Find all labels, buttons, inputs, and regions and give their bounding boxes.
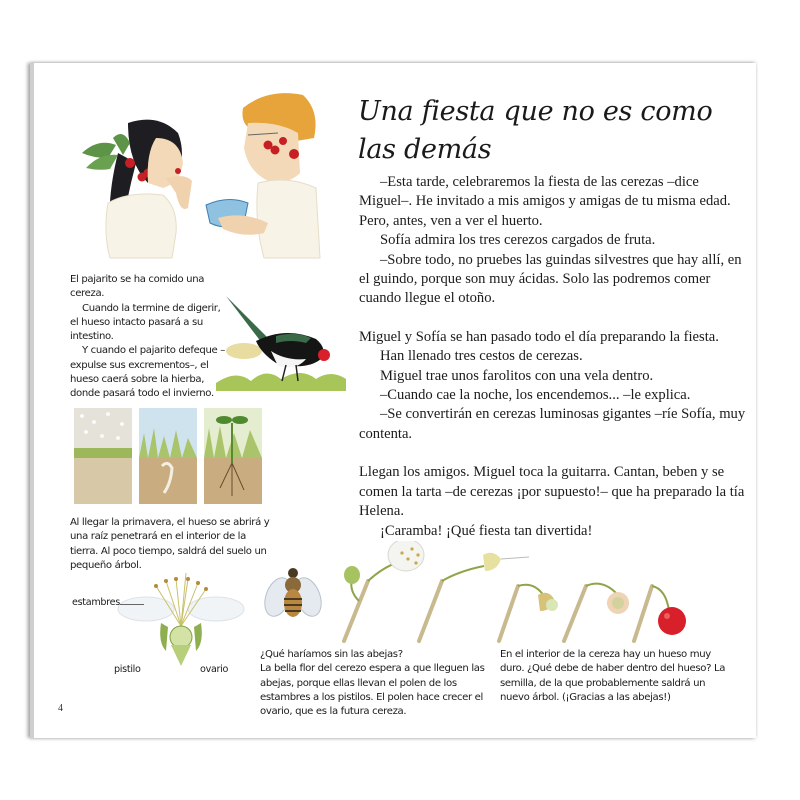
magpie-eating-cherry-illustration [216, 291, 346, 391]
pistil-label: pistilo [114, 664, 141, 675]
bird-caption [70, 273, 230, 402]
cherry-caption: En el interior de la cereza hay un hueso muy duro. ¿Qué debe de haber dentro del hueso? La semilla, de la que probablemente saldrá un nuevo árbol. (¡Gracias a las abejas!) [500, 649, 726, 703]
stamens-pointer [120, 604, 144, 605]
story-paragraph: ¡Caramba! ¡Qué fiesta tan divertida! [380, 522, 593, 539]
story-paragraph: –Se convertirán en cerezas luminosas gigantes –ríe Sofía, muy contenta. [359, 406, 746, 442]
seed-sprouting-three-panels-illustration [74, 408, 264, 504]
story-paragraph: Han llenado tres cestos de cerezas. [380, 348, 583, 365]
story-paragraph: Miguel trae unos farolitos con una vela dentro. [380, 367, 654, 384]
ovary-label: ovario [200, 664, 229, 675]
honeybee-illustration [262, 563, 324, 625]
story-paragraph: Llegan los amigos. Miguel toca la guitarra. Cantan, beben y se comen la tarta –de cerezas ¡por supuesto!– que ha preparado la tía Helena. [359, 464, 745, 520]
bees-caption-question: ¿Qué haríamos sin las abejas? [260, 649, 403, 660]
story-text [359, 173, 749, 541]
story-paragraph: –Sobre todo, no pruebes las guindas silvestres que hay allí, en el guindo, porque son muy ácidas. Solo las podremos comer cuando llegue el otoño. [359, 251, 742, 307]
bird-caption-line-1: El pajarito se ha comido una cereza. [70, 274, 205, 300]
bees-caption [260, 648, 500, 719]
story-paragraph: Miguel y Sofía se han pasado todo el día preparando la fiesta. [359, 328, 719, 345]
page-number: 4 [58, 703, 63, 714]
sprout-caption: Al llegar la primavera, el hueso se abrirá y una raíz penetrará en el interior de la tierra. Al poco tiempo, saldrá del suelo un pequeño árbol. [70, 517, 270, 571]
children-eating-cherries-illustration [68, 83, 358, 263]
stamens-label: estambres [72, 597, 120, 608]
book-page [30, 63, 756, 738]
page-title: Una fiesta que no es como las demás [358, 96, 713, 165]
bees-caption-text: La bella flor del cerezo espera a que lleguen las abejas, porque ellas llevan el polen de los estambres a los pistilos. El polen hace crecer el ovario, que es la futura cereza. [260, 663, 485, 718]
bird-caption-line-2: Cuando la termine de digerir, el hueso intacto pasará a su intestino. [70, 302, 221, 343]
story-paragraph: –Esta tarde, celebraremos la fiesta de las cerezas –dice Miguel–. He invitado a mis amigos y amigas de tu misma edad. Pero, antes, ven a ver el huerto. [359, 174, 731, 229]
flower-to-cherry-sequence-illustration [334, 541, 734, 646]
bird-caption-line-3: Y cuando el pajarito defeque –expulse sus excrementos–, el hueso caerá sobre la hierba, donde pasará todo el invierno. [70, 345, 225, 400]
story-paragraph: –Cuando cae la noche, los encendemos... –le explica. [380, 387, 691, 404]
story-paragraph: Sofía admira los tres cerezos cargados de fruta. [380, 232, 656, 249]
cherry-flower-diagram [106, 571, 256, 676]
